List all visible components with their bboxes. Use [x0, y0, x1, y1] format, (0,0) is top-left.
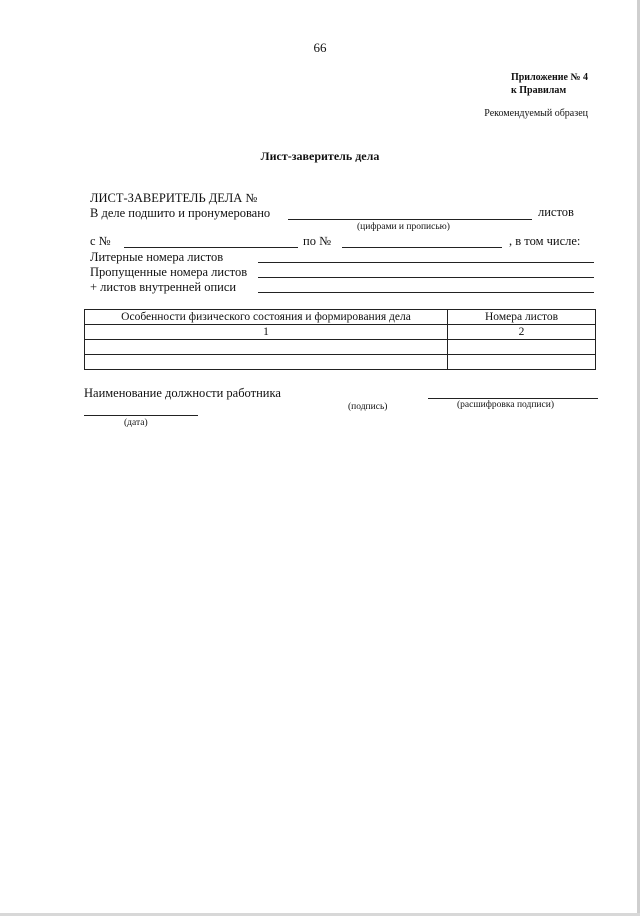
from-number-line	[124, 247, 298, 248]
position-title-label: Наименование должности работника	[84, 386, 281, 400]
appendix-header	[511, 71, 588, 97]
inner-inventory-line	[258, 292, 594, 293]
signature-decode-line	[428, 398, 598, 399]
table-header-features: Особенности физического состояния и формирования дела	[85, 310, 448, 325]
appendix-number: Приложение № 4	[510, 72, 588, 83]
signature-decode-caption: (расшифровка подписи)	[457, 400, 554, 410]
sheets-word: листов	[538, 205, 574, 219]
to-number-line	[342, 247, 502, 248]
table-row	[85, 340, 596, 355]
recommended-sample-label: Рекомендуемый образец	[484, 108, 588, 119]
date-line	[84, 415, 198, 416]
table-cell	[85, 355, 448, 370]
numbers-caption: (цифрами и прописью)	[357, 222, 450, 232]
table-row	[85, 355, 596, 370]
letter-numbers-label: Литерные номера листов	[90, 250, 224, 264]
from-label: с №	[90, 234, 111, 248]
table-cell	[448, 340, 596, 355]
bound-text-label: В деле подшито и пронумеровано	[90, 206, 271, 220]
sheets-count-line	[288, 219, 532, 220]
missing-numbers-line	[258, 277, 594, 278]
table-cell	[448, 355, 596, 370]
letter-numbers-line	[258, 262, 594, 263]
table-header-row	[85, 310, 596, 325]
including-label: , в том числе:	[509, 234, 581, 248]
table-cell	[85, 340, 448, 355]
to-label: по №	[303, 234, 331, 248]
table-column-numbers-row	[85, 325, 596, 340]
form-heading: ЛИСТ-ЗАВЕРИТЕЛЬ ДЕЛА №	[90, 191, 258, 205]
missing-numbers-label: Пропущенные номера листов	[90, 265, 248, 279]
condition-table	[84, 309, 596, 370]
appendix-rules: к Правилам	[510, 85, 567, 96]
page-number: 66	[313, 40, 327, 55]
table-column-number: 2	[448, 325, 596, 340]
signature-caption: (подпись)	[348, 402, 388, 412]
table-column-number: 1	[85, 325, 448, 340]
date-caption: (дата)	[124, 418, 148, 428]
document-title: Лист-заверитель дела	[260, 149, 380, 163]
inner-inventory-label: + листов внутренней описи	[90, 280, 237, 294]
table-header-sheet-numbers: Номера листов	[448, 310, 596, 325]
